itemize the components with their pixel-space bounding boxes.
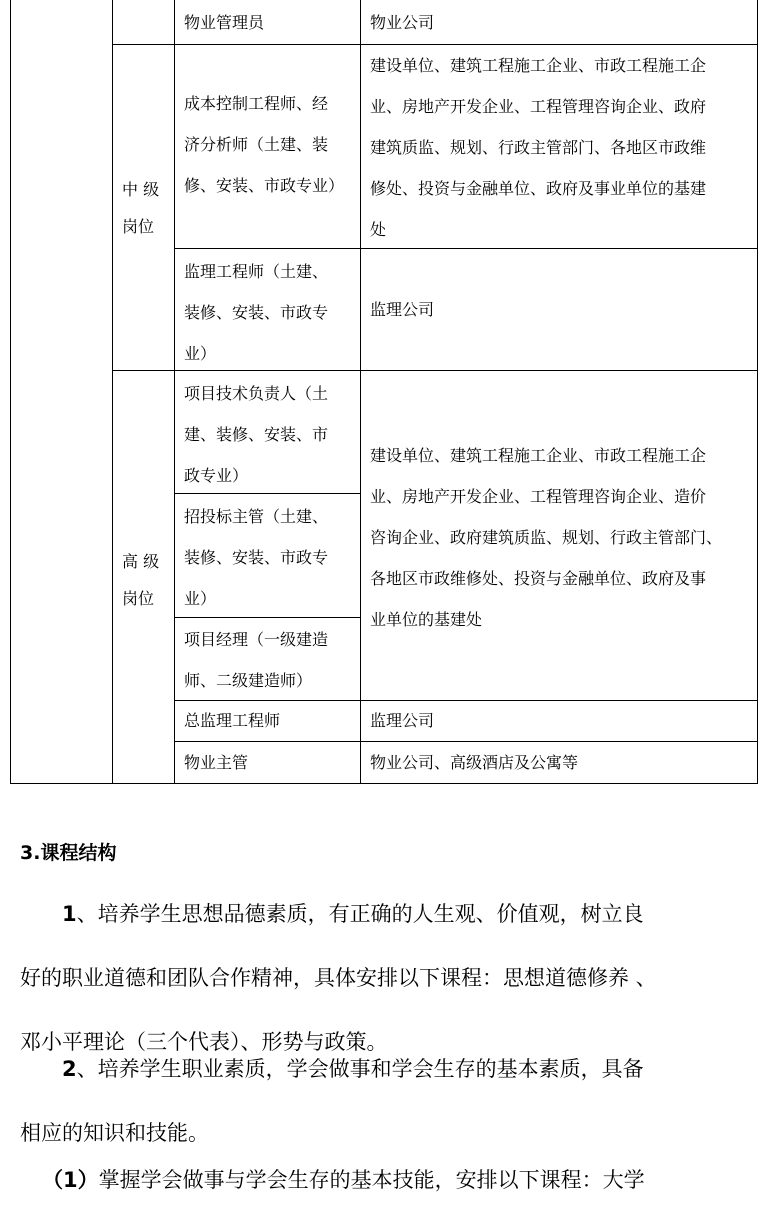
paragraph-3: （1）掌握学会做事与学会生存的基本技能，安排以下课程：大学 bbox=[42, 1168, 645, 1192]
position-cell: 成本控制工程师、经 济分析师（土建、装 修、安装、市政专业） bbox=[184, 94, 345, 195]
position-cell: 总监理工程师 bbox=[184, 711, 281, 730]
position-cell: 项目技术负责人（土 建、装修、安装、市 政专业） bbox=[184, 384, 329, 485]
employer-cell: 物业公司 bbox=[370, 13, 435, 32]
position-cell: 物业管理员 bbox=[184, 13, 265, 32]
table-border-bottom bbox=[10, 783, 758, 784]
employer-cell: 物业公司、高级酒店及公寓等 bbox=[370, 753, 579, 772]
level-label-mid: 中 级 岗位 bbox=[122, 180, 160, 236]
position-cell: 物业主管 bbox=[184, 753, 249, 772]
table-border-left bbox=[10, 0, 11, 783]
table-col-line-1 bbox=[112, 0, 113, 783]
position-cell: 项目经理（一级建造 师、二级建造师） bbox=[184, 630, 329, 690]
employer-cell: 监理公司 bbox=[370, 711, 435, 730]
employer-cell: 监理公司 bbox=[370, 300, 435, 319]
employer-cell: 建设单位、建筑工程施工企业、市政工程施工企 业、房地产开发企业、工程管理咨询企业、政府 建筑质监、规划、行政主管部门、各地区市政维 修处、投资与金融单位、政府及事业单位的基建 处 bbox=[370, 56, 707, 239]
table-col-line-2 bbox=[174, 0, 175, 783]
paragraph-1: 1、培养学生思想品德素质，有正确的人生观、价值观，树立良 好的职业道德和团队合作精神，具体安排以下课程：思想道德修养 、 邓小平理论（三个代表）、形势与政策。 bbox=[20, 902, 657, 1054]
employer-cell-merged: 建设单位、建筑工程施工企业、市政工程施工企 业、房地产开发企业、工程管理咨询企业、造价 咨询企业、政府建筑质监、规划、行政主管部门、 各地区市政维修处、投资与金融单位、政府及事 业单位的基建处 bbox=[370, 446, 723, 629]
position-cell: 招投标主管（土建、 装修、安装、市政专 业） bbox=[184, 507, 329, 608]
table-col-line-3 bbox=[360, 0, 361, 783]
table-border-right bbox=[757, 0, 758, 783]
level-label-high: 高 级 岗位 bbox=[122, 552, 160, 608]
section-heading: 3.课程结构 bbox=[20, 842, 117, 864]
position-cell: 监理工程师（土建、 装修、安装、市政专 业） bbox=[184, 262, 329, 363]
paragraph-2: 2、培养学生职业素质，学会做事和学会生存的基本素质，具备 相应的知识和技能。 bbox=[20, 1057, 644, 1145]
